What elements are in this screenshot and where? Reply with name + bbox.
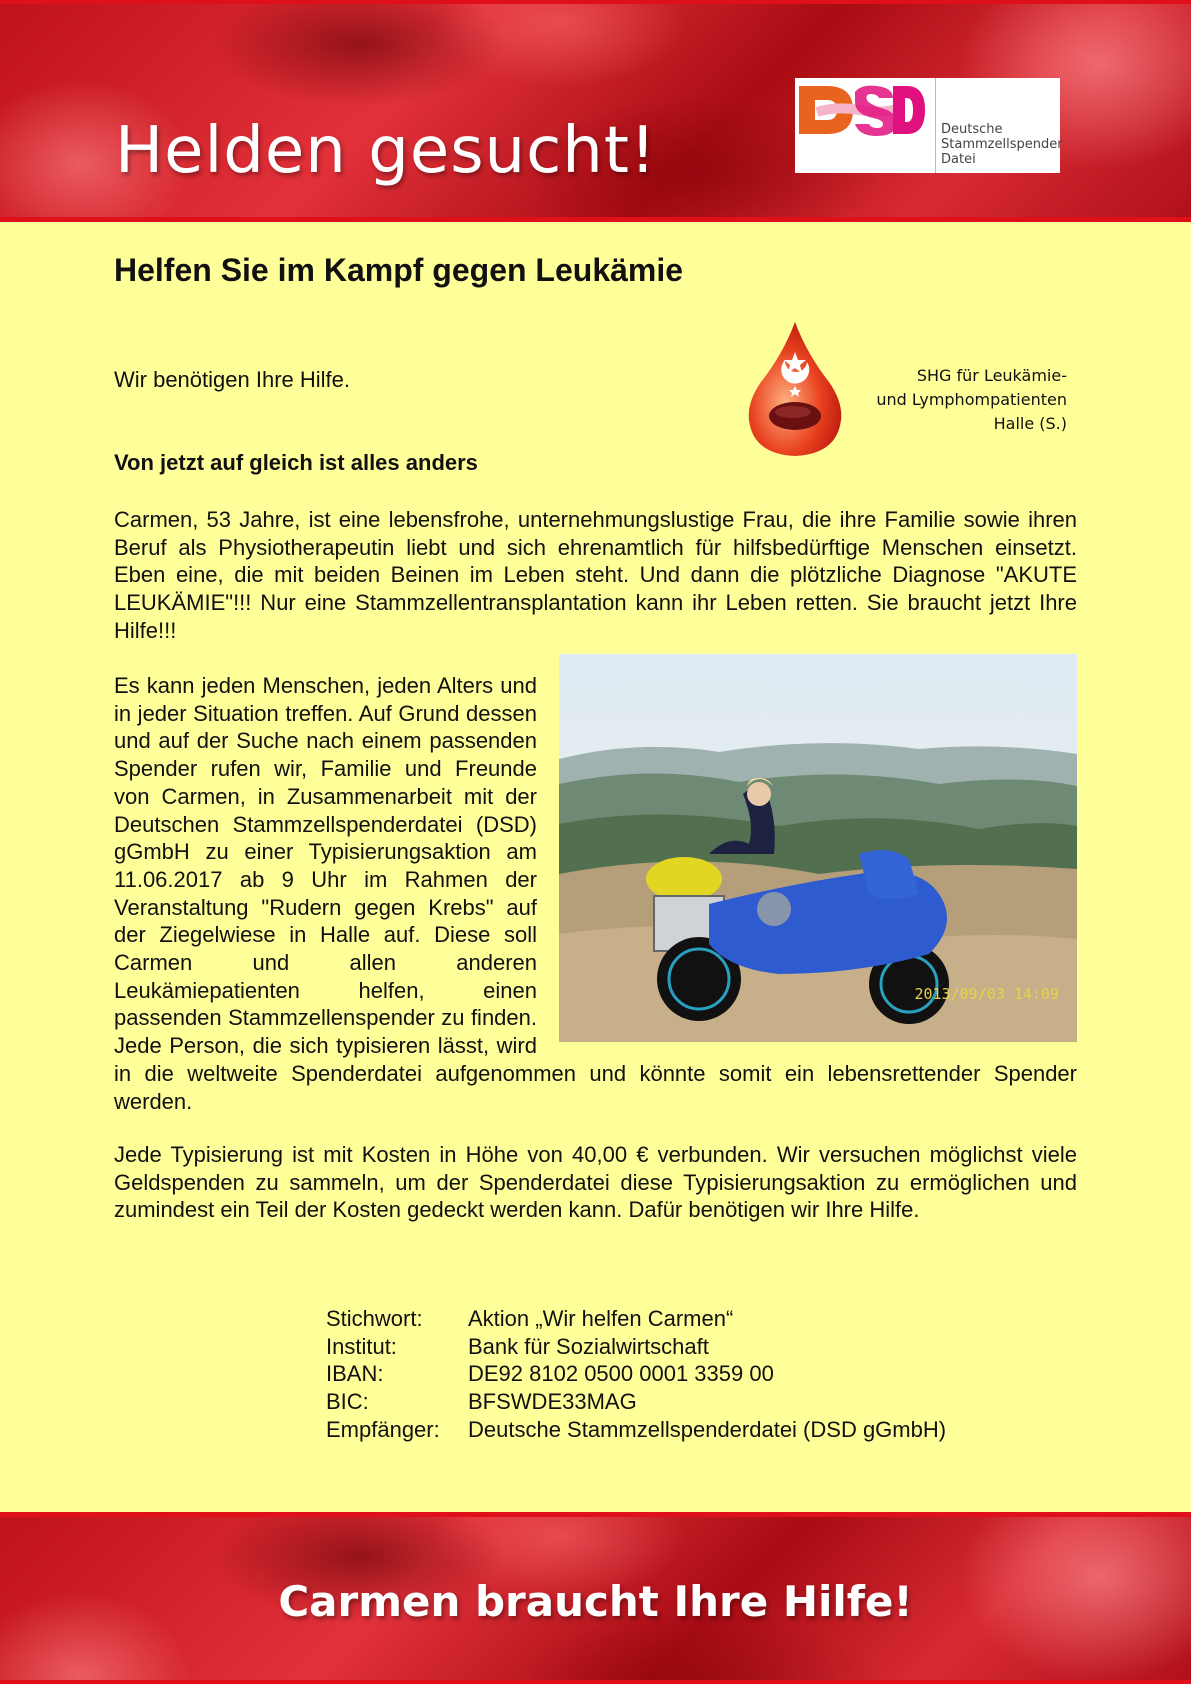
photo-timestamp: 2013/09/03 14:09 — [914, 985, 1059, 1003]
paragraph-campaign: Es kann jeden Menschen, jeden Alters und in jeder Situation treffen. Auf Grund dessen und auf der Suche nach einem passenden Spender rufen wir, Familie und Freunde von Carmen, in Zusammenarbeit mit der Deutschen Stammzellspenderdatei (DSD) gGmbH zu einer Typisierungsaktion am 11.06.2017 ab 9 Uhr im Rahmen der Veranstaltung "Rudern gegen Krebs" auf der Ziegelwiese in Halle auf. Diese soll Carmen und allen anderen Leukämiepatienten helfen, einen passenden Stammzellenspender zu finden. Jede Person, die sich typisieren lässt, wird in die weltweite Spenderdatei aufgenommen und könnte somit ein lebensrettender Spender werden. — [114, 673, 1077, 1114]
footer-slogan: Carmen braucht Ihre Hilfe! — [278, 1577, 913, 1626]
bank-row-iban: IBAN: DE92 8102 0500 0001 3359 00 — [326, 1361, 774, 1387]
paragraph-block-photo — [114, 672, 1077, 1115]
page-title: Helfen Sie im Kampf gegen Leukämie — [114, 252, 684, 288]
bank-details — [326, 1305, 946, 1444]
header-banner — [0, 0, 1191, 222]
bank-row-recipient: Empfänger: Deutsche Stammzellspenderdatei (DSD gGmbH) — [326, 1416, 947, 1442]
bank-row-keyword: Stichwort: Aktion „Wir helfen Carmen“ — [326, 1306, 734, 1331]
logo-divider — [935, 78, 936, 173]
intro-text: Wir benötigen Ihre Hilfe. — [114, 367, 350, 392]
bank-row-bic: BIC: BFSWDE33MAG — [326, 1389, 637, 1415]
shg-label: SHG für Leukämie- und Lymphompatienten Halle (S.) — [876, 366, 1067, 433]
dsd-logo-icon — [797, 80, 927, 140]
carmen-motorcycle-photo — [559, 654, 1077, 1042]
paragraph-costs: Jede Typisierung ist mit Kosten in Höhe von 40,00 € verbunden. Wir versuchen möglichst viele Geldspenden zu sammeln, um der Spenderdatei diese Typisierungsaktion zu ermöglichen und zumindest ein Teil der Kosten gedeckt werden kann. Dafür benötigen wir Ihre Hilfe. — [114, 1142, 1077, 1223]
section-subtitle: Von jetzt auf gleich ist alles anders — [114, 450, 478, 475]
paragraph-diagnosis: Carmen, 53 Jahre, ist eine lebensfrohe, unternehmungslustige Frau, die ihre Familie sowie ihren Beruf als Physiotherapeutin liebt und sich ehrenamtlich für hilfsbedürftige Menschen einsetzt. Eben eine, die mit beiden Beinen im Leben steht. Und dann die plötzliche Diagnose "AKUTE LEUKÄMIE"!!! Nur eine Stammzellentransplantation kann ihr Leben retten. Sie braucht jetzt Ihre Hilfe!!! — [114, 507, 1077, 643]
photo-illustration — [559, 654, 1077, 1042]
dsd-logo-name: Deutsche Stammzellspender Datei — [941, 122, 1063, 167]
dsd-logo — [795, 78, 1063, 173]
headline: Helden gesucht! — [115, 114, 657, 188]
footer-banner — [0, 1512, 1191, 1684]
bank-row-institute: Institut: Bank für Sozialwirtschaft — [326, 1333, 709, 1359]
